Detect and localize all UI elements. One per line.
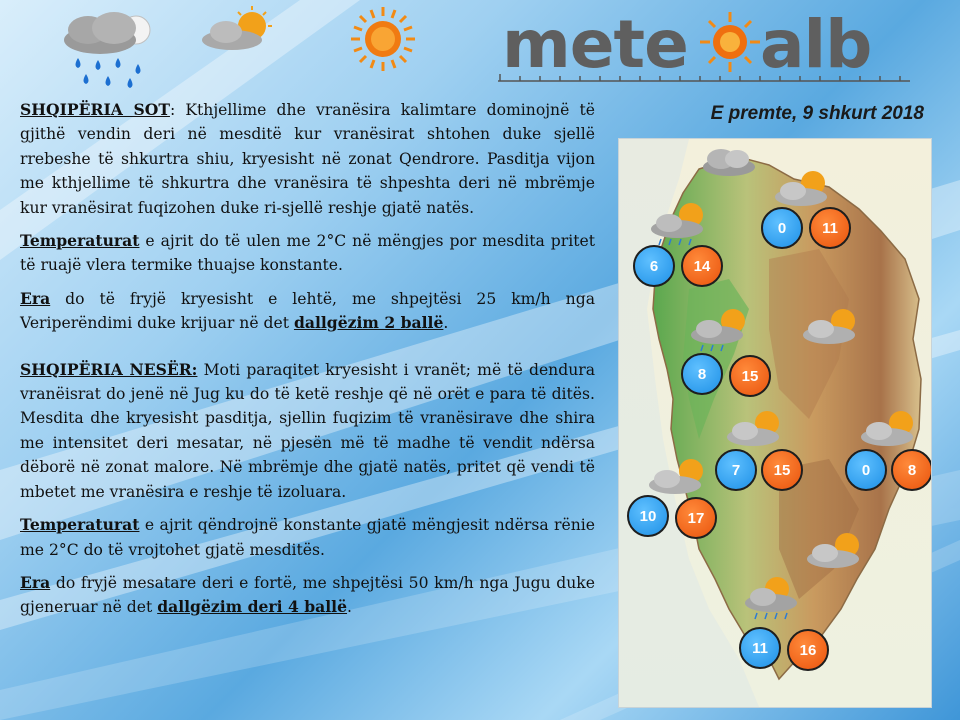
partly-cloudy-icon bbox=[196, 6, 286, 56]
today-summary-text: : Kthjellime dhe vranësira kalimtare dominojnë të gjithë vendin deri në mesditë kur vranësirat shtohen duke sjellë rrebeshe të shkurtra shiu, kryesisht në zonat Qendrore. Pasditja vijon me kthjellime të shkurtra dhe vranësira të shpeshta deri në mbrëmje kur vranësirat fuqizohen duke ri-sjellë reshje gjatë natës. bbox=[20, 101, 595, 217]
station-3-max-temp: 15 bbox=[729, 355, 771, 397]
logo-text-right: alb bbox=[760, 6, 872, 83]
rain-cloud-icon bbox=[52, 6, 152, 92]
tomorrow-summary-text: Moti paraqitet kryesisht i vranët; më të dendura vranëisrat do jenë në Jug ku do të ketë reshje që në orët e para të ditës. Mesdita dhe kryesisht pasditja, sjellin fuqizim të vranësirave dhe shira me intensitet deri mesatar, në pjesën më të madhe të vendit ndërsa dëborë në zonat malore. Në mbrëmje dhe gjatë natës, pritet që vendi të mbetet me vranësira e reshje të izoluara. bbox=[20, 360, 595, 501]
forecast-text bbox=[20, 98, 595, 629]
logo-sun-icon bbox=[698, 10, 762, 74]
tomorrow-temperature bbox=[20, 513, 595, 562]
rain-sun-cloud-icon bbox=[647, 201, 713, 249]
station-7-max-temp: 16 bbox=[787, 629, 829, 671]
station-4-max-temp: 15 bbox=[761, 449, 803, 491]
station-3-min-temp: 8 bbox=[681, 353, 723, 395]
logo-text-left: mete bbox=[502, 6, 688, 83]
station-1-max-temp: 11 bbox=[809, 207, 851, 249]
tomorrow-wind-end: . bbox=[347, 598, 352, 617]
forecast-date: E premte, 9 shkurt 2018 bbox=[710, 103, 924, 124]
rain-sun-cloud-icon bbox=[741, 575, 807, 623]
station-2-min-temp: 6 bbox=[633, 245, 675, 287]
partly-cloudy-icon bbox=[857, 409, 923, 449]
tomorrow-wind bbox=[20, 571, 595, 620]
today-wind-end: . bbox=[443, 314, 449, 333]
partly-cloudy-icon bbox=[803, 531, 869, 571]
station-1-min-temp: 0 bbox=[761, 207, 803, 249]
station-5-min-temp: 0 bbox=[845, 449, 887, 491]
tomorrow-wind-highlight: dallgëzim deri 4 ballë bbox=[157, 597, 348, 617]
today-wind-highlight: dallgëzim 2 ballë bbox=[293, 313, 444, 333]
station-5-max-temp: 8 bbox=[891, 449, 932, 491]
today-summary bbox=[20, 98, 595, 220]
tomorrow-wind-text: do fryjë mesatare deri e fortë, me shpejtësi 50 km/h nga Jugu duke gjeneruar në det bbox=[20, 573, 595, 617]
today-temp-label: Temperaturat bbox=[20, 231, 140, 251]
today-wind-label: Era bbox=[20, 288, 51, 308]
tomorrow-wind-label: Era bbox=[20, 572, 51, 592]
station-4-min-temp: 7 bbox=[715, 449, 757, 491]
tomorrow-heading: SHQIPËRIA NESËR: bbox=[20, 359, 198, 379]
partly-cloudy-icon bbox=[771, 169, 837, 209]
station-6-min-temp: 10 bbox=[627, 495, 669, 537]
sun-icon bbox=[350, 6, 416, 72]
cloud-icon bbox=[697, 145, 757, 179]
albania-map bbox=[618, 138, 932, 708]
today-heading: SHQIPËRIA SOT bbox=[20, 100, 170, 119]
tomorrow-summary bbox=[20, 358, 595, 504]
today-wind bbox=[20, 287, 595, 336]
today-wind-text: do të fryjë kryesisht e lehtë, me shpejtësi 25 km/h nga Veriperëndimi duke krijuar në det bbox=[20, 289, 595, 333]
partly-cloudy-icon bbox=[723, 409, 789, 449]
today-temp-text: e ajrit do të ulen me 2°C në mëngjes por mesdita pritet të ruajë vlera termike thuajse konstante. bbox=[20, 232, 595, 275]
partly-cloudy-icon bbox=[799, 307, 865, 347]
today-temperature bbox=[20, 229, 595, 278]
station-7-min-temp: 11 bbox=[739, 627, 781, 669]
tomorrow-temp-label: Temperaturat bbox=[20, 515, 140, 535]
station-6-max-temp: 17 bbox=[675, 497, 717, 539]
tomorrow-temp-text: e ajrit qëndrojnë konstante gjatë mëngjesit ndërsa rënie me 2°C do të vrojtohet gjatë mesditës. bbox=[20, 516, 595, 559]
station-2-max-temp: 14 bbox=[681, 245, 723, 287]
partly-cloudy-icon bbox=[645, 457, 711, 497]
rain-sun-cloud-icon bbox=[687, 307, 753, 355]
logo-ruler bbox=[498, 74, 910, 82]
